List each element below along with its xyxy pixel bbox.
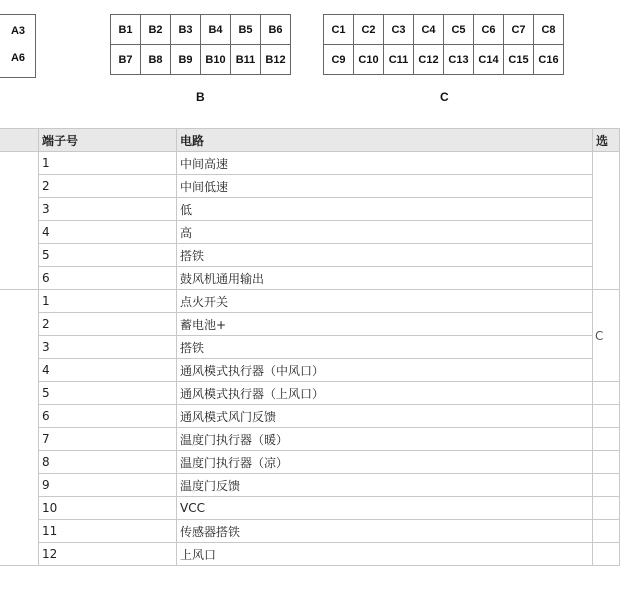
group-2-note: C — [593, 290, 620, 382]
pin-c16: C16 — [534, 45, 564, 75]
table-row — [0, 543, 620, 566]
pin-number: 11 — [39, 520, 177, 543]
pin-number: 9 — [39, 474, 177, 497]
pin-a3: A3 — [10, 25, 26, 37]
connector-c — [323, 14, 564, 75]
table-row — [0, 382, 620, 405]
pin-c14: C14 — [474, 45, 504, 75]
pin-b10: B10 — [201, 45, 231, 75]
table-row — [0, 198, 620, 221]
pin-b12: B12 — [261, 45, 291, 75]
circuit-name: 中间高速 — [177, 152, 593, 175]
pin-b6: B6 — [261, 15, 291, 45]
circuit-name: 通风模式执行器（上风口） — [177, 382, 593, 405]
pin-c1: C1 — [324, 15, 354, 45]
pin-number: 2 — [39, 313, 177, 336]
header-connector — [0, 129, 39, 152]
circuit-name: 搭铁 — [177, 244, 593, 267]
pin-number: 10 — [39, 497, 177, 520]
circuit-name: 上风口 — [177, 543, 593, 566]
table-row — [0, 520, 620, 543]
circuit-name: 低 — [177, 198, 593, 221]
extra-cell — [593, 382, 620, 405]
circuit-name: 温度门执行器（暖） — [177, 428, 593, 451]
pin-c11: C11 — [384, 45, 414, 75]
group-cell-2 — [0, 290, 39, 566]
pin-c3: C3 — [384, 15, 414, 45]
connector-b-label: B — [196, 90, 205, 104]
circuit-name: 温度门反馈 — [177, 474, 593, 497]
table-row — [0, 497, 620, 520]
circuit-name: 温度门执行器（凉） — [177, 451, 593, 474]
pin-b3: B3 — [171, 15, 201, 45]
table-row — [0, 451, 620, 474]
pin-number: 1 — [39, 152, 177, 175]
pin-number: 6 — [39, 267, 177, 290]
circuit-name: 中间低速 — [177, 175, 593, 198]
table-row — [0, 244, 620, 267]
pin-number: 3 — [39, 336, 177, 359]
pin-c5: C5 — [444, 15, 474, 45]
pin-a6: A6 — [10, 52, 26, 64]
pin-c10: C10 — [354, 45, 384, 75]
table-row — [0, 313, 620, 336]
pin-number: 7 — [39, 428, 177, 451]
circuit-name: 鼓风机通用输出 — [177, 267, 593, 290]
circuit-name: 高 — [177, 221, 593, 244]
pin-c7: C7 — [504, 15, 534, 45]
circuit-name: 搭铁 — [177, 336, 593, 359]
pin-number: 4 — [39, 359, 177, 382]
extra-cell — [593, 405, 620, 428]
pin-number: 8 — [39, 451, 177, 474]
header-circuit: 电路 — [177, 129, 593, 152]
pin-b9: B9 — [171, 45, 201, 75]
pin-c2: C2 — [354, 15, 384, 45]
circuit-name: 点火开关 — [177, 290, 593, 313]
pin-number: 4 — [39, 221, 177, 244]
pin-number: 5 — [39, 244, 177, 267]
pin-c6: C6 — [474, 15, 504, 45]
pin-b1: B1 — [111, 15, 141, 45]
pin-number: 1 — [39, 290, 177, 313]
pin-c15: C15 — [504, 45, 534, 75]
circuit-name: 通风模式执行器（中风口） — [177, 359, 593, 382]
connector-c-label: C — [440, 90, 449, 104]
extra-cell — [593, 520, 620, 543]
pin-c13: C13 — [444, 45, 474, 75]
pin-b5: B5 — [231, 15, 261, 45]
pin-number: 6 — [39, 405, 177, 428]
extra-cell — [593, 543, 620, 566]
pin-number: 3 — [39, 198, 177, 221]
connector-a — [0, 14, 36, 78]
extra-cell — [593, 451, 620, 474]
table-row — [0, 336, 620, 359]
pin-c12: C12 — [414, 45, 444, 75]
pin-b7: B7 — [111, 45, 141, 75]
table-row — [0, 405, 620, 428]
connector-b — [110, 14, 291, 75]
pin-b11: B11 — [231, 45, 261, 75]
table-row — [0, 175, 620, 198]
pin-number: 12 — [39, 543, 177, 566]
pin-b4: B4 — [201, 15, 231, 45]
pin-table — [0, 128, 620, 566]
extra-cell — [593, 497, 620, 520]
circuit-name: 蓄电池+ — [177, 313, 593, 336]
header-pin: 端子号 — [39, 129, 177, 152]
pin-number: 2 — [39, 175, 177, 198]
extra-cell — [593, 428, 620, 451]
pin-number: 5 — [39, 382, 177, 405]
extra-cell-1 — [593, 152, 620, 290]
table-row — [0, 221, 620, 244]
pin-c8: C8 — [534, 15, 564, 45]
circuit-name: 传感器搭铁 — [177, 520, 593, 543]
table-row — [0, 359, 620, 382]
table-row — [0, 474, 620, 497]
table-header-row — [0, 129, 620, 152]
header-extra: 选 — [593, 129, 620, 152]
pin-c4: C4 — [414, 15, 444, 45]
pin-b2: B2 — [141, 15, 171, 45]
extra-cell — [593, 474, 620, 497]
table-row — [0, 152, 620, 175]
table-row — [0, 267, 620, 290]
group-cell-1 — [0, 152, 39, 290]
table-row — [0, 428, 620, 451]
pin-c9: C9 — [324, 45, 354, 75]
circuit-name: VCC — [177, 497, 593, 520]
table-row — [0, 290, 620, 313]
circuit-name: 通风模式风门反馈 — [177, 405, 593, 428]
pin-b8: B8 — [141, 45, 171, 75]
